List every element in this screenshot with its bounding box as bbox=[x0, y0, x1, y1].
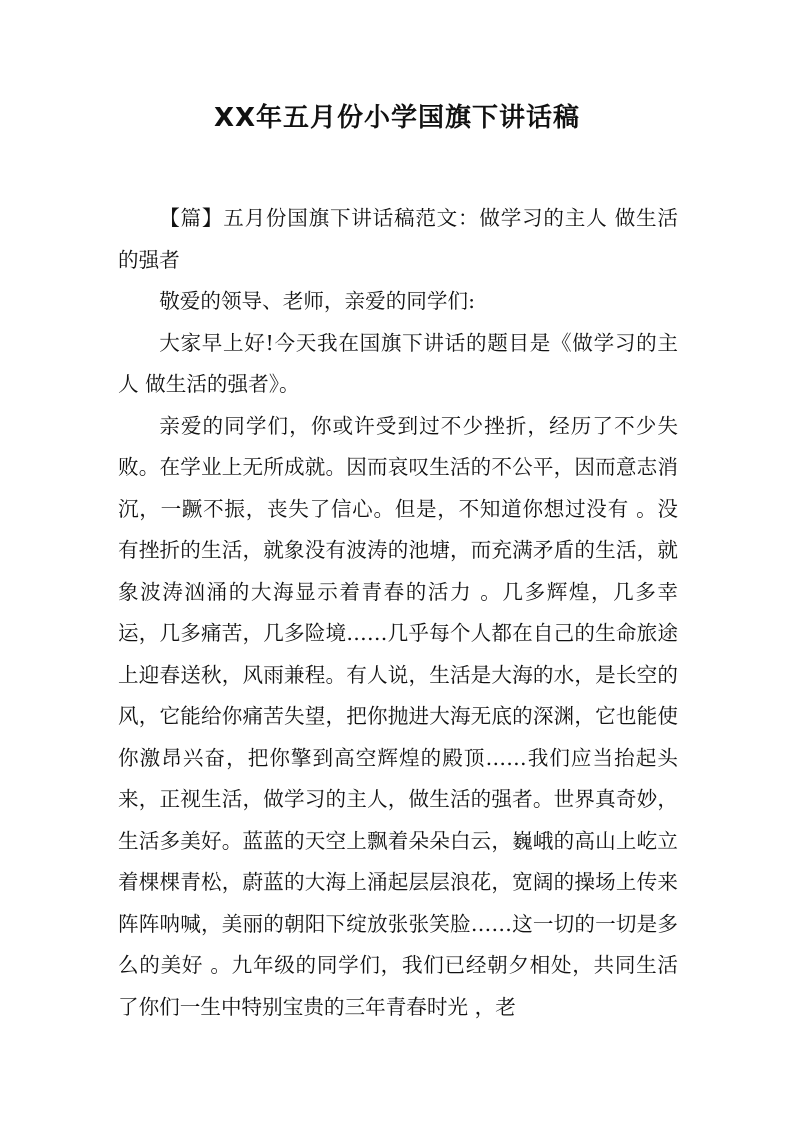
paragraph-heading: 【篇】五月份国旗下讲话稿范文：做学习的主人 做生活的强者 bbox=[118, 206, 678, 272]
document-title: XX年五月份小学国旗下讲话稿 bbox=[213, 103, 581, 133]
paragraph-greeting: 大家早上好!今天我在国旗下讲话的题目是《做学习的主人 做生活的强者》。 bbox=[118, 330, 678, 396]
paragraph-salutation: 敬爱的领导、老师，亲爱的同学们: bbox=[159, 289, 476, 313]
document-body bbox=[118, 198, 678, 1028]
paragraph-main: 亲爱的同学们，你或许受到过不少挫折，经历了不少失败。在学业上无所成就。因而哀叹生活的不公平，因而意志消沉，一蹶不振，丧失了信心。但是，不知道你想过没有 。没有挫折的生活，就象没有波涛的池塘，而充满矛盾的生活，就象波涛汹涌的大海显示着青春的活力 。几多辉煌，几多幸运，几多痛苦，几多险境……几乎每个人都在自己的生命旅途上迎春送秋，风雨兼程。有人说，生活是大海的水，是长空的风，它能给你痛苦失望，把你抛进大海无底的深渊，它也能使你激昂兴奋，把你擎到高空辉煌的殿顶……我们应当抬起头来，正视生活，做学习的主人，做生活的强者。世界真奇妙，生活多美好。蓝蓝的天空上飘着朵朵白云，巍峨的高山上屹立着棵棵青松，蔚蓝的大海上涌起层层浪花，宽阔的操场上传来阵阵呐喊，美丽的朝阳下绽放张张笑脸……这一切的一切是多么的美好 。九年级的同学们，我们已经朝夕相处，共同生活了你们一生中特别宝贵的三年青春时光 ，老 bbox=[118, 413, 678, 1019]
